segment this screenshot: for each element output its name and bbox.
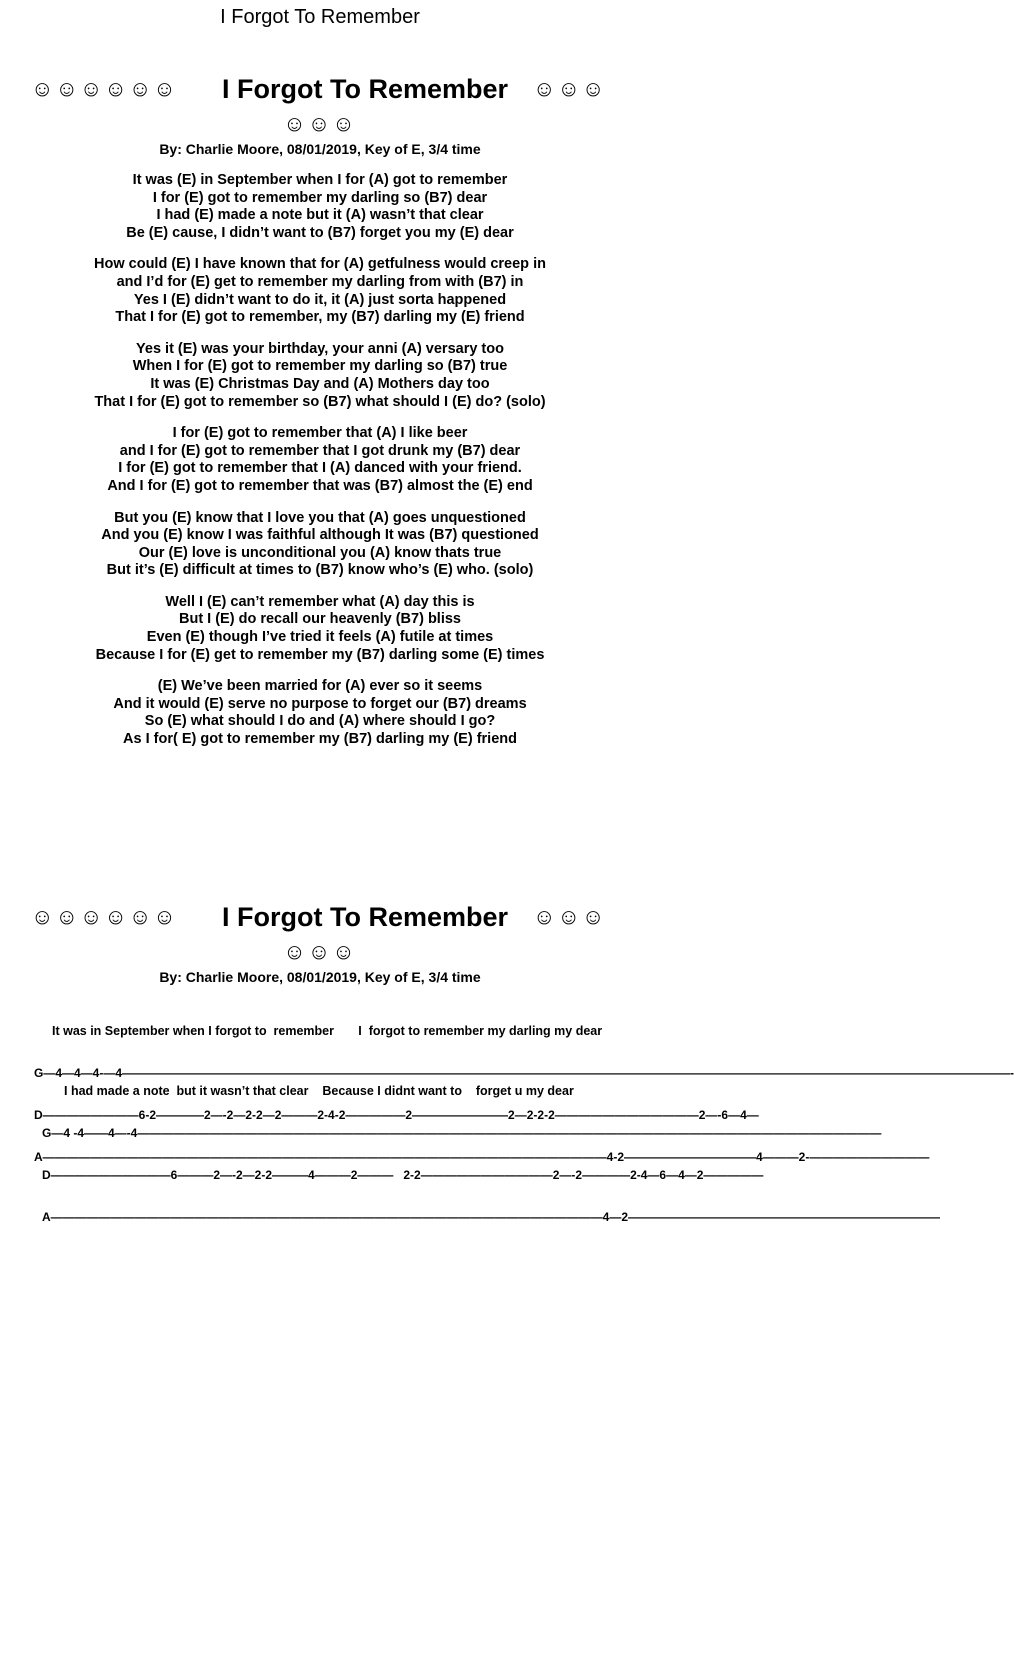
lyric-line: I for (E) got to remember that I (A) danced with your friend. <box>118 460 522 477</box>
lyric-line: Be (E) cause, I didn’t want to (B7) forget you my (E) dear <box>126 224 514 241</box>
lyric-line: I had (E) made a note but it (A) wasn’t that clear <box>156 207 484 224</box>
lyric-line: and I’d for (E) get to remember my darling from with (B7) in <box>116 273 524 290</box>
song-title: I Forgot To Remember <box>222 902 509 932</box>
verse <box>0 678 640 748</box>
lyric-line: But you (E) know that I love you that (A) goes unquestioned <box>114 509 526 526</box>
verse <box>0 594 640 664</box>
lyric-line: Well I (E) can’t remember what (A) day this is <box>165 593 475 610</box>
lyric-line: Yes it (E) was your birthday, your anni (A) versary too <box>136 340 504 357</box>
smiley-icons-right: ☺☺☺ <box>533 904 607 929</box>
tab-string-d: D————————6-2————2—-2—2-2—2———2-4-2—————2————————2—2-2-2————————————2—-6—4— <box>34 1108 759 1122</box>
lyric-line: (E) We’ve been married for (A) ever so it seems <box>157 678 483 695</box>
tab-lyric-line: It was in September when I forgot to remember I forgot to remember my darling my dear <box>52 1024 603 1038</box>
smiley-icons-left: ☺☺☺☺☺☺ <box>31 904 178 929</box>
tab-string-d: D——————————6———2—-2—2-2———4———2——— 2-2———————————2—-2————2-4—6—4—2————— <box>42 1168 764 1182</box>
guitar-tablature <box>0 996 1014 1224</box>
tab-page <box>0 898 1014 1224</box>
lyric-line: Our (E) love is unconditional you (A) know thats true <box>138 544 502 561</box>
lyric-line: It was (E) Christmas Day and (A) Mothers day too <box>150 375 490 392</box>
lyric-line: That I for (E) got to remember so (B7) what should I (E) do? (solo) <box>94 393 546 410</box>
tab-string-g: G—4 -4——4—-4—————————————————————————————————————————————————————————————— <box>42 1126 882 1140</box>
lyric-line: I for (E) got to remember my darling so (B7) dear <box>152 189 488 206</box>
tab-string-a: A——————————————————————————————————————————————4—2—————————————————————————— <box>42 1210 941 1224</box>
lyric-line: But I (E) do recall our heavenly (B7) bliss <box>178 611 461 628</box>
lyric-line: How could (E) I have known that for (A) getfulness would creep in <box>94 256 546 273</box>
verse <box>0 256 640 326</box>
song-title: I Forgot To Remember <box>222 74 509 104</box>
lyric-line: As I for( E) got to remember my (B7) darling my (E) friend <box>123 731 517 748</box>
verse <box>0 172 640 242</box>
smiley-icons-left: ☺☺☺☺☺☺ <box>31 76 178 101</box>
smiley-icons-right: ☺☺☺ <box>533 76 607 101</box>
verse <box>0 341 640 411</box>
lyric-line: That I for (E) got to remember, my (B7) darling my (E) friend <box>115 309 525 326</box>
verse <box>0 425 640 495</box>
lyric-line: So (E) what should I do and (A) where should I go? <box>144 713 496 730</box>
document-title: I Forgot To Remember <box>220 6 420 28</box>
lyrics <box>0 172 640 749</box>
lyric-line: and I for (E) got to remember that I got drunk my (B7) dear <box>119 442 521 459</box>
lyric-line: Even (E) though I’ve tried it feels (A) futile at times <box>146 629 494 646</box>
lyrics-page <box>0 70 640 763</box>
tab-string-g: G—4—4—4-—4——————————————————————————————————————————————————————————————————————————- <box>34 1066 1014 1080</box>
title-row <box>0 898 640 938</box>
lyric-line: And I for (E) got to remember that was (B7) almost the (E) end <box>107 477 533 494</box>
title-row <box>0 70 640 110</box>
lyric-line: And it would (E) serve no purpose to forget our (B7) dreams <box>113 695 527 712</box>
lyric-line: I for (E) got to remember that (A) I like beer <box>172 425 468 442</box>
song-byline: By: Charlie Moore, 08/01/2019, Key of E, 3/4 time <box>159 969 481 985</box>
tab-string-a: A———————————————————————————————————————————————4-2———————————4———2-—————————— <box>34 1150 930 1164</box>
tab-block <box>42 1056 941 1252</box>
smiley-icons-center: ☺☺☺ <box>283 939 357 964</box>
tab-lyric-line: I had made a note but it wasn’t that clear Because I didnt want to forget u my dear <box>64 1084 574 1098</box>
lyric-line: And you (E) know I was faithful although It was (B7) questioned <box>101 527 539 544</box>
lyric-line: Because I for (E) get to remember my (B7) darling some (E) times <box>95 646 545 663</box>
lyric-line: It was (E) in September when I for (A) got to remember <box>132 172 508 188</box>
lyric-line: But it’s (E) difficult at times to (B7) know who’s (E) who. (solo) <box>106 562 534 579</box>
lyric-line: Yes I (E) didn’t want to do it, it (A) just sorta happened <box>133 291 507 308</box>
smiley-icons-center: ☺☺☺ <box>283 111 357 136</box>
lyric-line: When I for (E) got to remember my darling so (B7) true <box>132 358 508 375</box>
song-byline: By: Charlie Moore, 08/01/2019, Key of E, 3/4 time <box>159 141 481 157</box>
verse <box>0 510 640 580</box>
